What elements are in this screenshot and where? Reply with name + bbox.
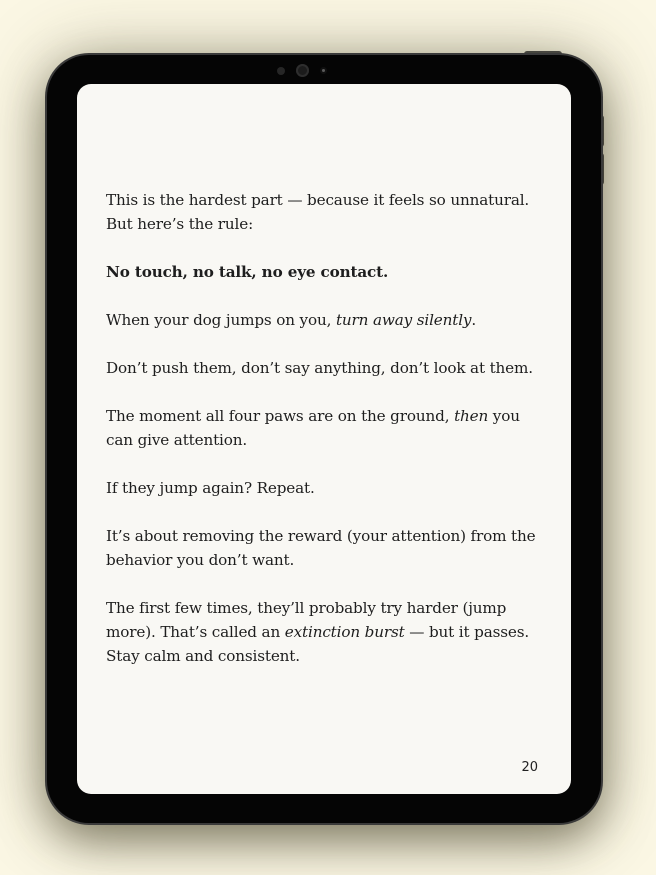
camera-lens-icon — [320, 67, 327, 74]
paragraph-1: This is the hardest part — because it feels so unnatural. But here’s the rule: — [106, 191, 530, 233]
reader-screen[interactable] — [77, 84, 571, 794]
paragraph-5: The moment all four paws are on the ground, then you can give attention. — [106, 407, 520, 449]
emphasis: then — [454, 407, 489, 425]
bold-rule: No touch, no talk, no eye contact. — [106, 263, 389, 281]
paragraph-3: When your dog jumps on you, turn away silently. — [106, 311, 477, 329]
paragraph-8: The first few times, they’ll probably try harder (jump more). That’s called an extinction burst — but it passes. Stay calm and consistent. — [106, 599, 530, 665]
emphasis: turn away silently — [335, 311, 472, 329]
front-camera-icon — [296, 64, 309, 77]
emphasis: extinction burst — [284, 623, 405, 641]
paragraph-6: If they jump again? Repeat. — [106, 479, 315, 497]
paragraph-7: It’s about removing the reward (your attention) from the behavior you don’t want. — [106, 527, 536, 569]
page-number: 20 — [521, 760, 538, 775]
paragraph-4: Don’t push them, don’t say anything, don’t look at them. — [106, 359, 533, 377]
page-content — [106, 188, 546, 692]
sensor-icon — [277, 67, 285, 75]
paragraph-2 — [106, 260, 546, 284]
